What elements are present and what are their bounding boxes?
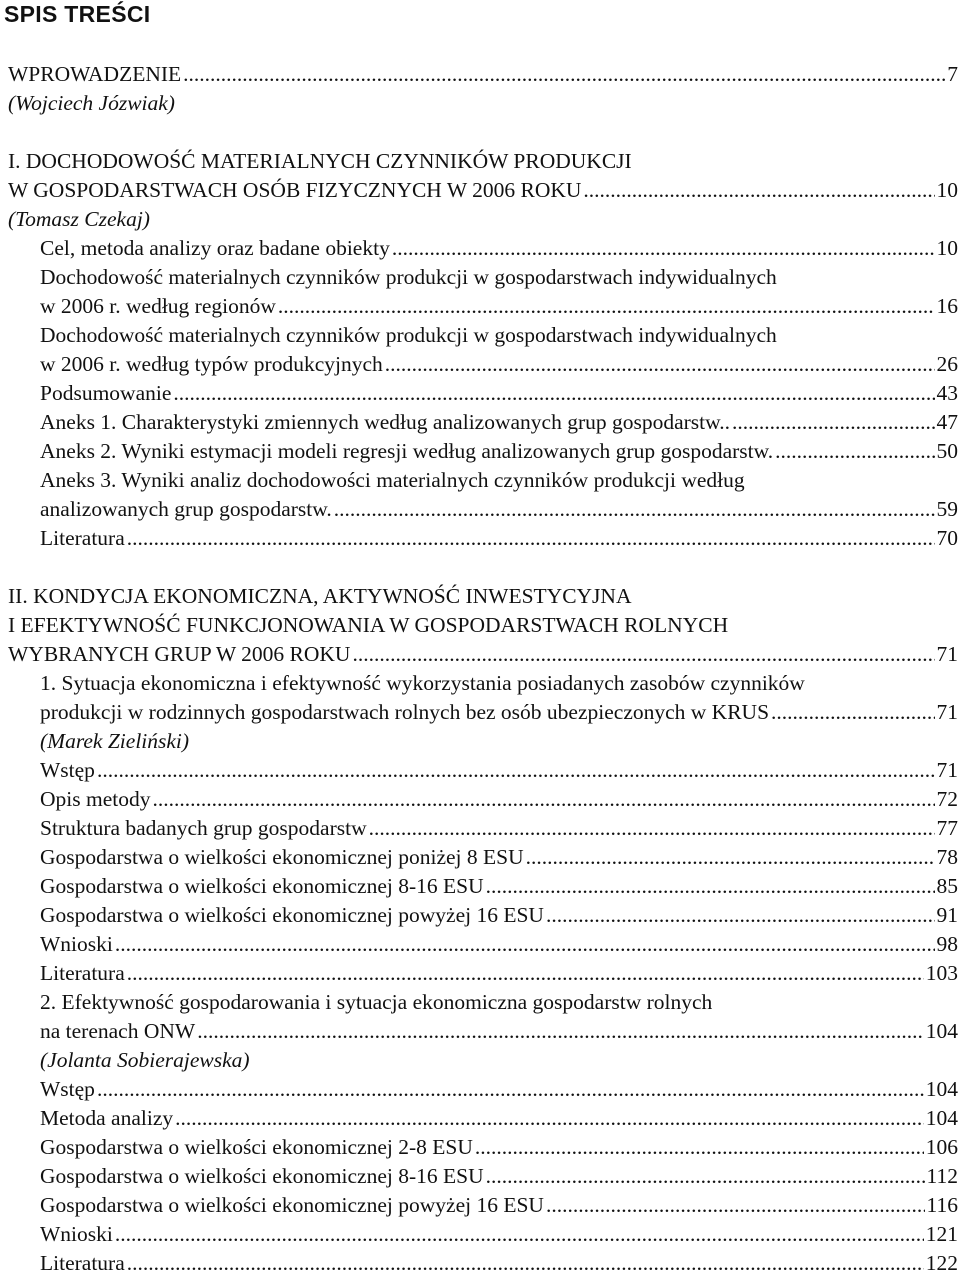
toc-entry-text: WYBRANYCH GRUP W 2006 ROKU <box>8 642 351 666</box>
toc-entry <box>0 60 960 89</box>
toc-page-number: 104 <box>925 1106 958 1130</box>
toc-page-number: 26 <box>936 352 958 376</box>
dot-leader <box>486 872 935 901</box>
toc-entry-text: Aneks 3. Wyniki analiz dochodowości materialnych czynników produkcji według <box>40 468 745 492</box>
toc-page-number: 116 <box>926 1193 958 1217</box>
toc-entry-text: Aneks 1. Charakterystyki zmiennych według analizowanych grup gospodarstw.. <box>40 410 731 434</box>
toc-entry <box>0 205 960 234</box>
toc-entry <box>0 843 960 872</box>
dot-leader <box>127 959 924 988</box>
toc-entry-text: W GOSPODARSTWACH OSÓB FIZYCZNYCH W 2006 ROKU <box>8 178 582 202</box>
toc-entry-text: Literatura <box>40 961 125 985</box>
toc-page-number: 70 <box>936 526 958 550</box>
toc-entry-text: 1. Sytuacja ekonomiczna i efektywność wykorzystania posiadanych zasobów czynników <box>40 671 805 695</box>
dot-leader <box>546 1191 925 1220</box>
toc-entry <box>0 1133 960 1162</box>
toc-entry <box>0 1017 960 1046</box>
toc-author: (Jolanta Sobierajewska) <box>40 1048 250 1072</box>
toc-author: (Tomasz Czekaj) <box>8 207 150 231</box>
toc-entry-text: na terenach ONW <box>40 1019 196 1043</box>
toc-page-number: 85 <box>936 874 958 898</box>
dot-leader <box>583 176 934 205</box>
toc-entry <box>0 611 960 640</box>
toc-author: (Wojciech Józwiak) <box>8 91 175 115</box>
dot-leader <box>173 379 934 408</box>
dot-leader <box>352 640 934 669</box>
toc-page-number: 43 <box>936 381 958 405</box>
toc-entry-text: I. DOCHODOWOŚĆ MATERIALNYCH CZYNNIKÓW PRODUKCJI <box>8 149 632 173</box>
toc-entry <box>0 466 960 495</box>
toc-entry-text: Literatura <box>40 1251 125 1275</box>
toc-entry-text: Aneks 2. Wyniki estymacji modeli regresji według analizowanych grup gospodarstw. <box>40 439 774 463</box>
dot-leader <box>278 292 935 321</box>
toc-page-number: 10 <box>936 178 958 202</box>
toc-entry <box>0 814 960 843</box>
toc-entry-text: Gospodarstwa o wielkości ekonomicznej 8-16 ESU <box>40 1164 484 1188</box>
toc-entry <box>0 234 960 263</box>
toc-page-number: 77 <box>936 816 958 840</box>
toc-entry <box>0 495 960 524</box>
toc-entry-text: Gospodarstwa o wielkości ekonomicznej 2-8 ESU <box>40 1135 473 1159</box>
toc-entry <box>0 524 960 553</box>
toc-page-number: 47 <box>936 410 958 434</box>
toc-page-number: 10 <box>936 236 958 260</box>
toc-entry <box>0 756 960 785</box>
toc-entry <box>0 379 960 408</box>
toc-entry-text: Gospodarstwa o wielkości ekonomicznej poniżej 8 ESU <box>40 845 524 869</box>
toc-page-number: 91 <box>936 903 958 927</box>
dot-leader <box>475 1133 924 1162</box>
toc-entry-text: w 2006 r. według regionów <box>40 294 276 318</box>
dot-leader <box>546 901 935 930</box>
toc-entry <box>0 901 960 930</box>
toc-author: (Marek Zieliński) <box>40 729 190 753</box>
toc-page-number: 112 <box>926 1164 958 1188</box>
toc-page-number: 71 <box>936 642 958 666</box>
toc-entry <box>0 321 960 350</box>
toc-entry-text: Metoda analizy <box>40 1106 174 1130</box>
toc-entry <box>0 988 960 1017</box>
toc-entry-text: analizowanych grup gospodarstw. <box>40 497 332 521</box>
toc-entry <box>0 872 960 901</box>
toc-entry <box>0 669 960 698</box>
toc-entry <box>0 640 960 669</box>
toc-page-number: 71 <box>936 700 958 724</box>
dot-leader <box>127 1249 924 1278</box>
dot-leader <box>526 843 935 872</box>
toc-entry <box>0 408 960 437</box>
toc-page-number: 7 <box>947 62 958 86</box>
toc-entry-text: produkcji w rodzinnych gospodarstwach rolnych bez osób ubezpieczonych w KRUS <box>40 700 770 724</box>
toc-page-number: 104 <box>925 1077 958 1101</box>
toc-page-number: 98 <box>936 932 958 956</box>
toc-page-number: 78 <box>936 845 958 869</box>
toc-entry <box>0 582 960 611</box>
toc-entry <box>0 263 960 292</box>
toc-entry <box>0 147 960 176</box>
dot-leader <box>197 1017 924 1046</box>
toc-entry <box>0 959 960 988</box>
dot-leader <box>175 1104 924 1133</box>
dot-leader <box>775 437 934 466</box>
toc-entry-text: Wstęp <box>40 758 95 782</box>
toc-entry <box>0 1075 960 1104</box>
dot-leader <box>486 1162 925 1191</box>
dot-leader <box>97 756 935 785</box>
toc-entry <box>0 437 960 466</box>
toc-entry-text: w 2006 r. według typów produkcyjnych <box>40 352 383 376</box>
page-title: SPIS TREŚCI <box>4 1 151 27</box>
toc-entry-text: WPROWADZENIE <box>8 62 182 86</box>
dot-leader <box>392 234 935 263</box>
toc-entry <box>0 1220 960 1249</box>
toc-page-number: 16 <box>936 294 958 318</box>
toc-page-number: 72 <box>936 787 958 811</box>
dot-leader <box>183 60 945 89</box>
toc-entry <box>0 785 960 814</box>
dot-leader <box>369 814 935 843</box>
toc-entry <box>0 698 960 727</box>
dot-leader <box>771 698 934 727</box>
toc-entry-text: Wnioski <box>40 932 113 956</box>
toc-page-number: 106 <box>925 1135 958 1159</box>
dot-leader <box>385 350 935 379</box>
toc-entry <box>0 727 960 756</box>
toc-page-number: 122 <box>925 1251 958 1275</box>
dot-leader <box>152 785 934 814</box>
toc-page-number: 50 <box>936 439 958 463</box>
dot-leader <box>115 1220 924 1249</box>
toc-page-number: 59 <box>936 497 958 521</box>
toc-entry-text: Wstęp <box>40 1077 95 1101</box>
toc-entry-text: Gospodarstwa o wielkości ekonomicznej powyżej 16 ESU <box>40 903 544 927</box>
toc-entry <box>0 1162 960 1191</box>
toc-entry <box>0 1104 960 1133</box>
dot-leader <box>334 495 935 524</box>
toc-entry-text: Gospodarstwa o wielkości ekonomicznej 8-16 ESU <box>40 874 484 898</box>
dot-leader <box>115 930 935 959</box>
toc-page-number: 103 <box>925 961 958 985</box>
toc-entry <box>0 89 960 118</box>
toc-page-number: 121 <box>925 1222 958 1246</box>
toc-page-number: 71 <box>936 758 958 782</box>
toc-entry-text: Gospodarstwa o wielkości ekonomicznej powyżej 16 ESU <box>40 1193 544 1217</box>
toc-page-number: 104 <box>925 1019 958 1043</box>
toc-entry-text: Dochodowość materialnych czynników produkcji w gospodarstwach indywidualnych <box>40 265 777 289</box>
dot-leader <box>732 408 934 437</box>
toc-entry-text: Podsumowanie <box>40 381 172 405</box>
toc-entry-text: Opis metody <box>40 787 151 811</box>
toc-entry-text: Struktura badanych grup gospodarstw <box>40 816 367 840</box>
toc-entry-text: Wnioski <box>40 1222 113 1246</box>
toc-entry <box>0 930 960 959</box>
toc-entry-text: I EFEKTYWNOŚĆ FUNKCJONOWANIA W GOSPODARSTWACH ROLNYCH <box>8 613 729 637</box>
toc-entry <box>0 350 960 379</box>
toc-entry-text: II. KONDYCJA EKONOMICZNA, AKTYWNOŚĆ INWESTYCYJNA <box>8 584 632 608</box>
toc-entry <box>0 176 960 205</box>
toc-entry-text: Dochodowość materialnych czynników produkcji w gospodarstwach indywidualnych <box>40 323 777 347</box>
toc-entry <box>0 1249 960 1278</box>
toc-entry-text: Cel, metoda analizy oraz badane obiekty <box>40 236 390 260</box>
toc-entry-text: 2. Efektywność gospodarowania i sytuacja ekonomiczna gospodarstw rolnych <box>40 990 713 1014</box>
dot-leader <box>97 1075 924 1104</box>
toc-entry <box>0 1046 960 1075</box>
toc-entry-text: Literatura <box>40 526 125 550</box>
dot-leader <box>127 524 935 553</box>
table-of-contents <box>0 60 960 1278</box>
toc-entry <box>0 1191 960 1220</box>
toc-entry <box>0 292 960 321</box>
